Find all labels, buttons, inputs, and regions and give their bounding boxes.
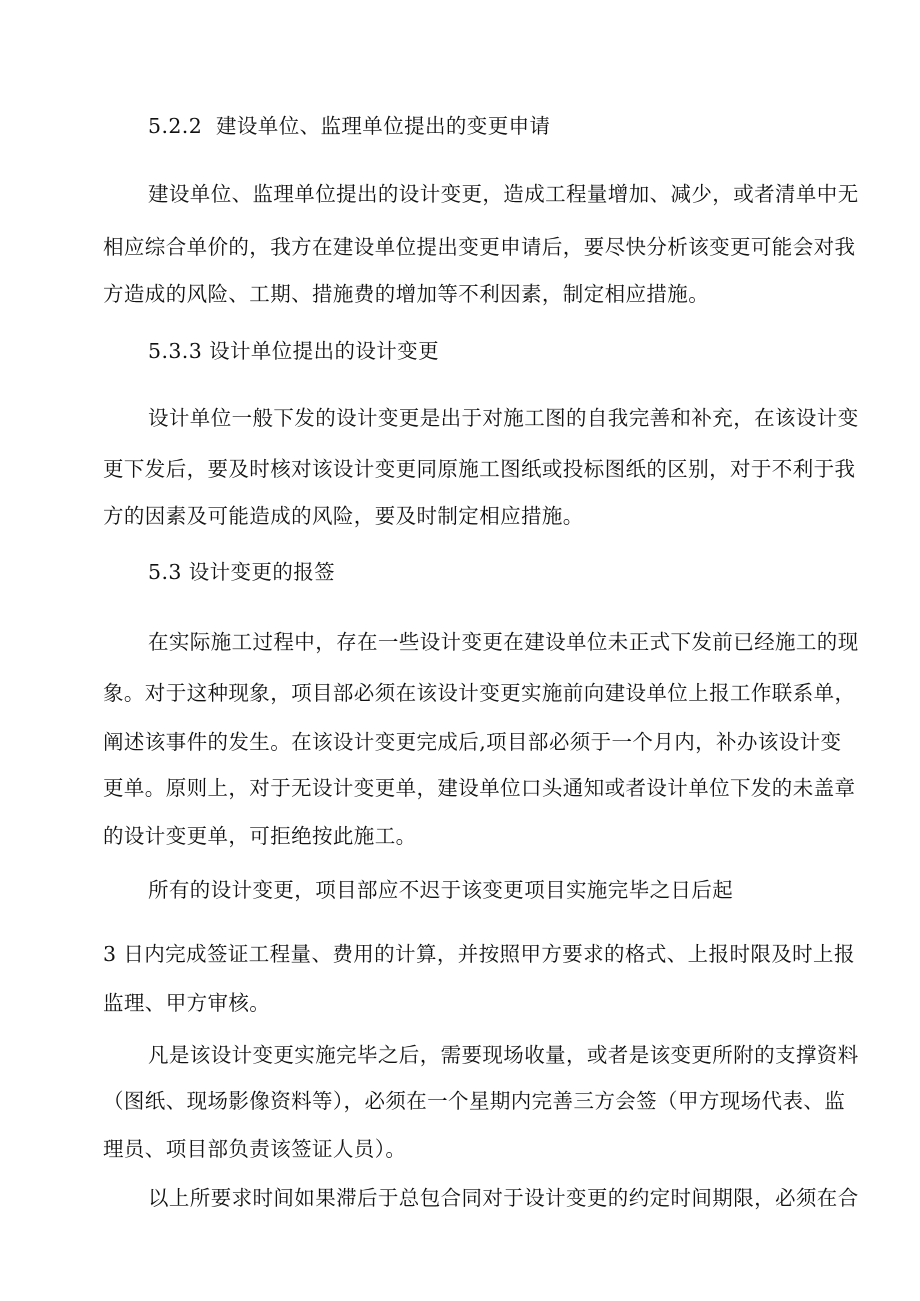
paragraph-line: 阐述该事件的发生。在该设计变更完成后,项目部必须于一个月内，补办该设计变 — [103, 730, 842, 754]
heading-line: 5.3 设计变更的报签 — [148, 560, 336, 584]
paragraph-line: 更单。原则上，对于无设计变更单，建设单位口头通知或者设计单位下发的未盖章 — [103, 776, 856, 800]
heading-line: 5.2.2 建设单位、监理单位提出的变更申请 — [148, 114, 551, 138]
paragraph-line: 3 日内完成签证工程量、费用的计算，并按照甲方要求的格式、上报时限及时上报 — [103, 942, 855, 966]
paragraph-line: 建设单位、监理单位提出的设计变更，造成工程量增加、减少，或者清单中无 — [148, 182, 859, 206]
paragraph-line: 理员、项目部负责该签证人员）。 — [103, 1137, 407, 1161]
paragraph-line: 设计单位一般下发的设计变更是出于对施工图的自我完善和补充，在该设计变 — [148, 406, 859, 430]
paragraph-line: 所有的设计变更，项目部应不迟于该变更项目实施完毕之日后起 — [148, 878, 734, 902]
paragraph-line: 相应综合单价的，我方在建设单位提出变更申请后，要尽快分析该变更可能会对我 — [103, 235, 856, 259]
paragraph-line: （图纸、现场影像资料等），必须在一个星期内完善三方会签（甲方现场代表、监 — [103, 1089, 846, 1113]
paragraph-line: 象。对于这种现象，项目部必须在该设计变更实施前向建设单位上报工作联系单， — [103, 681, 856, 705]
paragraph-line: 方造成的风险、工期、措施费的增加等不利因素，制定相应措施。 — [103, 282, 710, 306]
paragraph-line: 的设计变更单，可拒绝按此施工。 — [103, 824, 417, 848]
paragraph-line: 更下发后，要及时核对该设计变更同原施工图纸或投标图纸的区别，对于不利于我 — [103, 457, 856, 481]
paragraph-line: 方的因素及可能造成的风险，要及时制定相应措施。 — [103, 504, 584, 528]
heading-line: 5.3.3 设计单位提出的设计变更 — [148, 339, 439, 363]
paragraph-line: 在实际施工过程中，存在一些设计变更在建设单位未正式下发前已经施工的现 — [148, 630, 859, 654]
paragraph-line: 监理、甲方审核。 — [103, 991, 271, 1015]
paragraph-line: 凡是该设计变更实施完毕之后，需要现场收量，或者是该变更所附的支撑资料 — [148, 1043, 859, 1067]
paragraph-line: 以上所要求时间如果滞后于总包合同对于设计变更的约定时间期限，必须在合 — [148, 1186, 859, 1210]
